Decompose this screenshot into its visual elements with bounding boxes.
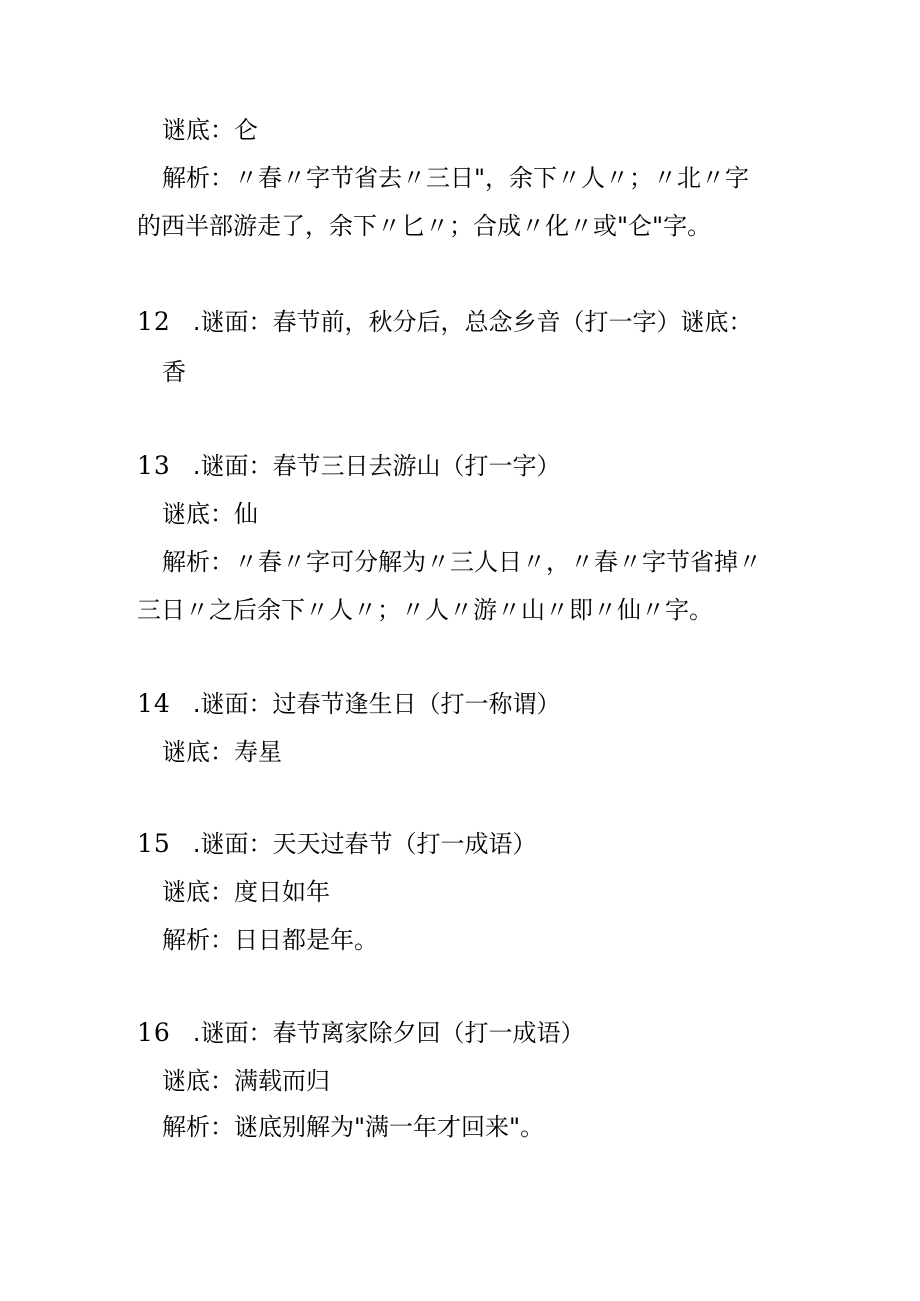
riddle-question-text: .谜面：过春节逢生日（打一称谓）	[192, 690, 561, 718]
riddle-13-question	[0, 451, 920, 481]
riddle-number: 12	[137, 307, 171, 336]
riddle-16-question	[0, 1018, 920, 1048]
riddle-number: 15	[137, 829, 171, 858]
riddle-question-text: .谜面：春节三日去游山（打一字）	[192, 452, 561, 480]
riddle-13-answer: 谜底：仙	[162, 500, 258, 528]
riddle-question-text: .谜面：春节离家除夕回（打一成语）	[192, 1019, 585, 1047]
riddle-number: 13	[137, 451, 171, 480]
riddle-14-question	[0, 689, 920, 719]
riddle-question-text: .谜面：春节前，秋分后，总念乡音（打一字）谜底：	[192, 308, 753, 336]
riddle-question-text: .谜面：天天过春节（打一成语）	[192, 830, 537, 858]
riddle-14-answer: 谜底：寿星	[162, 738, 282, 766]
riddle-16-explanation: 解析：谜底别解为"满一年才回来"。	[162, 1113, 545, 1141]
riddle-11-answer: 谜底：仑	[162, 116, 258, 144]
riddle-number: 14	[137, 689, 171, 718]
riddle-15-answer: 谜底：度日如年	[162, 878, 330, 906]
riddle-12-answer: 香	[162, 358, 186, 386]
riddle-15-question	[0, 829, 920, 859]
riddle-12-question	[0, 307, 920, 337]
riddle-11-explanation-line-1: 解析：〃春〃字节省去〃三日"，余下〃人〃；〃北〃字	[162, 164, 750, 192]
riddle-15-explanation: 解析：日日都是年。	[162, 926, 378, 954]
riddle-11-explanation-line-2: 的西半部游走了，余下〃匕〃；合成〃化〃或"仑"字。	[137, 212, 712, 240]
riddle-13-explanation-line-2: 三日〃之后余下〃人〃；〃人〃游〃山〃即〃仙〃字。	[137, 596, 713, 624]
riddle-13-explanation-line-1: 解析：〃春〃字可分解为〃三人日〃，〃春〃字节省掉〃	[162, 548, 762, 576]
riddle-number: 16	[137, 1018, 171, 1047]
riddle-16-answer: 谜底：满载而归	[162, 1067, 330, 1095]
